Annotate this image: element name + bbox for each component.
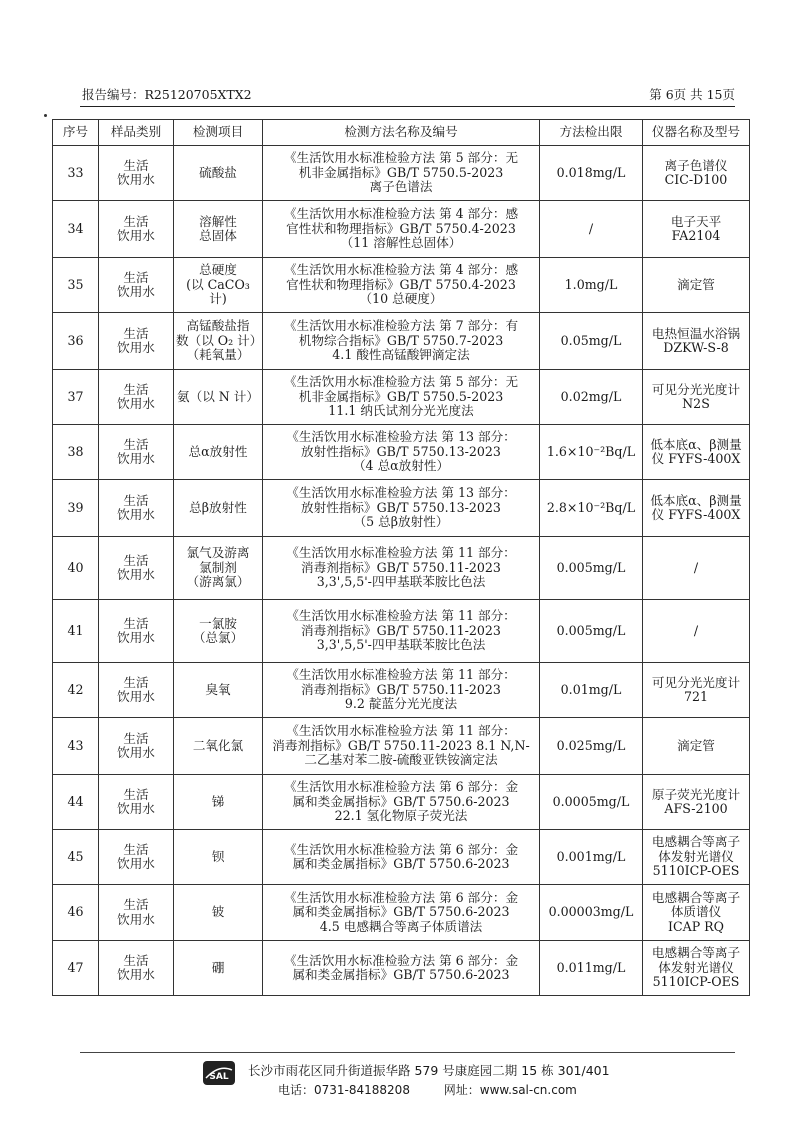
cell-sample-type-line: 饮用水 — [117, 689, 155, 704]
cell-no: 33 — [53, 146, 99, 201]
cell-test-item — [174, 830, 263, 885]
cell-sample-type — [99, 370, 174, 425]
cell-instrument-line: 仪 FYFS-400X — [651, 507, 741, 522]
cell-instrument — [643, 313, 750, 370]
cell-detection-limit: 0.001mg/L — [540, 830, 643, 885]
cell-sample-type — [99, 718, 174, 775]
cell-instrument-line: ICAP RQ — [668, 918, 724, 934]
cell-detection-limit: 0.005mg/L — [540, 600, 643, 663]
cell-test-item-line: (以 CaCO₃ — [186, 276, 250, 292]
cell-instrument-line: 5110ICP-OES — [652, 863, 740, 879]
cell-test-item-line: 计) — [209, 291, 227, 307]
cell-test-item-line: 氯气及游离 — [186, 545, 250, 561]
cell-test-item-line: 臭氧 — [205, 681, 231, 697]
cell-detection-limit: 0.025mg/L — [540, 718, 643, 775]
cell-instrument — [643, 775, 750, 830]
cell-sample-type — [99, 830, 174, 885]
cell-method — [263, 663, 540, 718]
sal-logo-icon — [202, 1060, 236, 1086]
table-row — [53, 941, 750, 996]
cell-instrument — [643, 258, 750, 313]
cell-method-line: 《生活饮用水标准检验方法 第 6 部分：金 — [283, 952, 519, 968]
cell-no: 44 — [53, 775, 99, 830]
cell-instrument — [643, 201, 750, 258]
cell-sample-type-line: 饮用水 — [117, 228, 155, 243]
table-body — [53, 146, 750, 996]
cell-method-line: 属和类金属指标》GB/T 5750.6-2023 — [292, 793, 510, 809]
cell-method-line: 3,3',5,5'-四甲基联苯胺比色法 — [316, 574, 486, 590]
cell-method — [263, 537, 540, 600]
cell-method-line: 《生活饮用水标准检验方法 第 13 部分： — [286, 485, 516, 501]
cell-sample-type — [99, 258, 174, 313]
cell-instrument-line: 离子色谱仪 — [664, 157, 728, 173]
cell-test-item-line: 钡 — [211, 848, 225, 864]
cell-instrument-line: 可见分光光度计 — [651, 381, 741, 397]
cell-method-line: 《生活饮用水标准检验方法 第 13 部分： — [286, 429, 516, 445]
cell-instrument-line: 原子荧光光度计 — [651, 786, 741, 802]
cell-method-line: 官性状和物理指标》GB/T 5750.4-2023 — [286, 220, 516, 236]
cell-instrument-line: 体质谱仪 — [670, 904, 722, 920]
table-row — [53, 537, 750, 600]
cell-method — [263, 480, 540, 537]
cell-method-line: 《生活饮用水标准检验方法 第 7 部分：有 — [283, 318, 519, 334]
cell-sample-type-line: 生活 — [123, 213, 149, 229]
cell-sample-type-line: 生活 — [123, 552, 149, 568]
cell-no: 42 — [53, 663, 99, 718]
cell-sample-type-line: 生活 — [123, 615, 149, 631]
cell-sample-type-line: 饮用水 — [117, 172, 155, 187]
col-header-instrument: 仪器名称及型号 — [643, 120, 750, 146]
cell-method-line: 《生活饮用水标准检验方法 第 6 部分：金 — [283, 841, 519, 857]
table-row — [53, 258, 750, 313]
cell-sample-type-line: 饮用水 — [117, 856, 155, 871]
cell-sample-type-line: 生活 — [123, 730, 149, 746]
col-header-method: 检测方法名称及编号 — [263, 120, 540, 146]
footer-website: 网址：www.sal-cn.com — [443, 1083, 577, 1097]
cell-sample-type-line: 生活 — [123, 269, 149, 285]
table-row — [53, 480, 750, 537]
cell-test-item-line: 总固体 — [199, 228, 237, 243]
cell-method — [263, 830, 540, 885]
cell-method-line: 《生活饮用水标准检验方法 第 6 部分：金 — [283, 779, 519, 795]
cell-test-item-line: （耗氧量） — [186, 347, 250, 363]
cell-method-line: 9.2 靛蓝分光光度法 — [344, 696, 458, 712]
cell-instrument-line: 低本底α、β测量 — [650, 492, 742, 508]
cell-method-line: 《生活饮用水标准检验方法 第 4 部分：感 — [283, 206, 519, 222]
cell-sample-type — [99, 600, 174, 663]
footer-divider — [80, 1052, 735, 1053]
cell-method-line: （4 总α放射性） — [352, 458, 450, 474]
cell-sample-type — [99, 941, 174, 996]
cell-instrument — [643, 830, 750, 885]
cell-detection-limit: / — [540, 201, 643, 258]
cell-test-item-line: 一氯胺 — [199, 615, 237, 631]
cell-test-item-line: 高锰酸盐指 — [186, 318, 250, 334]
cell-method-line: 二乙基对苯二胺-硫酸亚铁铵滴定法 — [304, 752, 498, 768]
cell-test-item-line: 总硬度 — [199, 262, 237, 278]
cell-method-line: 《生活饮用水标准检验方法 第 4 部分：感 — [283, 262, 519, 278]
cell-method-line: 《生活饮用水标准检验方法 第 5 部分：无 — [283, 150, 519, 166]
cell-sample-type-line: 饮用水 — [117, 911, 155, 927]
cell-sample-type-line: 生活 — [123, 897, 149, 912]
cell-sample-type-line: 饮用水 — [117, 630, 155, 645]
col-header-no: 序号 — [53, 120, 99, 146]
cell-method-line: 离子色谱法 — [369, 179, 433, 195]
cell-sample-type — [99, 425, 174, 480]
cell-detection-limit: 0.02mg/L — [540, 370, 643, 425]
cell-method-line: 机非金属指标》GB/T 5750.5-2023 — [298, 388, 504, 404]
test-method-table — [52, 119, 750, 996]
cell-test-item — [174, 600, 263, 663]
cell-detection-limit: 0.018mg/L — [540, 146, 643, 201]
cell-test-item-line: 数（以 O₂ 计） — [176, 332, 263, 348]
cell-instrument — [643, 941, 750, 996]
cell-method — [263, 600, 540, 663]
cell-method-line: 属和类金属指标》GB/T 5750.6-2023 — [292, 967, 510, 982]
cell-test-item — [174, 537, 263, 600]
cell-test-item-line: 硼 — [211, 959, 225, 975]
cell-no: 37 — [53, 370, 99, 425]
cell-sample-type-line: 生活 — [123, 381, 149, 397]
cell-instrument-line: N2S — [682, 396, 710, 411]
cell-instrument — [643, 146, 750, 201]
cell-detection-limit: 0.005mg/L — [540, 537, 643, 600]
table-row — [53, 775, 750, 830]
cell-instrument-line: / — [693, 622, 699, 638]
cell-no: 36 — [53, 313, 99, 370]
cell-instrument-line: CIC-D100 — [664, 172, 728, 187]
cell-sample-type-line: 饮用水 — [117, 507, 155, 522]
cell-detection-limit: 1.6×10⁻²Bq/L — [540, 425, 643, 480]
cell-instrument-line: 电子天平 — [670, 213, 722, 229]
col-header-detection-limit: 方法检出限 — [540, 120, 643, 146]
cell-instrument-line: 滴定管 — [677, 737, 715, 753]
cell-no: 41 — [53, 600, 99, 663]
cell-method-line: 《生活饮用水标准检验方法 第 11 部分： — [286, 608, 516, 624]
cell-method — [263, 370, 540, 425]
cell-method-line: 22.1 氢化物原子荧光法 — [334, 808, 468, 824]
cell-method — [263, 425, 540, 480]
cell-method-line: 3,3',5,5'-四甲基联苯胺比色法 — [316, 637, 486, 653]
cell-test-item — [174, 775, 263, 830]
cell-no: 38 — [53, 425, 99, 480]
cell-method-line: 消毒剂指标》GB/T 5750.11-2023 — [301, 681, 501, 697]
cell-sample-type-line: 饮用水 — [117, 396, 155, 411]
cell-method — [263, 941, 540, 996]
col-header-test-item: 检测项目 — [174, 120, 263, 146]
cell-method-line: 《生活饮用水标准检验方法 第 11 部分： — [286, 723, 516, 739]
cell-method-line: 《生活饮用水标准检验方法 第 11 部分： — [286, 667, 516, 683]
cell-sample-type-line: 饮用水 — [117, 567, 155, 582]
cell-method — [263, 885, 540, 941]
table-row — [53, 370, 750, 425]
cell-sample-type-line: 饮用水 — [117, 284, 155, 299]
footer-phone: 电话：0731-84188208 — [278, 1083, 410, 1097]
cell-test-item-line: 总α放射性 — [188, 443, 248, 459]
cell-instrument-line: 电感耦合等离子 — [651, 889, 741, 905]
cell-test-item-line: （游离氯） — [186, 574, 250, 590]
cell-instrument-line: 仪 FYFS-400X — [651, 451, 741, 466]
cell-method-line: 消毒剂指标》GB/T 5750.11-2023 — [301, 559, 501, 575]
cell-instrument — [643, 370, 750, 425]
cell-method-line: 消毒剂指标》GB/T 5750.11-2023 — [301, 622, 501, 638]
cell-method-line: （11 溶解性总固体） — [340, 235, 462, 251]
cell-sample-type — [99, 885, 174, 941]
table-row — [53, 718, 750, 775]
cell-instrument — [643, 480, 750, 537]
cell-test-item-line: 硫酸盐 — [199, 164, 237, 180]
cell-instrument-line: 体发射光谱仪 — [658, 959, 734, 975]
cell-test-item — [174, 258, 263, 313]
cell-no: 46 — [53, 885, 99, 941]
cell-method-line: 《生活饮用水标准检验方法 第 11 部分： — [286, 545, 516, 561]
cell-sample-type — [99, 313, 174, 370]
cell-test-item — [174, 663, 263, 718]
table-row — [53, 885, 750, 941]
cell-sample-type-line: 生活 — [123, 674, 149, 690]
cell-sample-type-line: 生活 — [123, 841, 149, 857]
cell-no: 43 — [53, 718, 99, 775]
cell-method — [263, 718, 540, 775]
cell-method-line: 消毒剂指标》GB/T 5750.11-2023 8.1 N,N- — [272, 737, 530, 753]
cell-instrument-line: 电感耦合等离子 — [651, 834, 741, 850]
cell-sample-type-line: 生活 — [123, 786, 149, 802]
cell-method — [263, 146, 540, 201]
cell-test-item — [174, 718, 263, 775]
cell-sample-type — [99, 480, 174, 537]
cell-method-line: 《生活饮用水标准检验方法 第 6 部分：金 — [283, 889, 519, 905]
cell-instrument-line: DZKW-S-8 — [663, 340, 729, 355]
cell-detection-limit: 0.01mg/L — [540, 663, 643, 718]
cell-sample-type — [99, 146, 174, 201]
cell-instrument-line: 可见分光光度计 — [651, 674, 741, 690]
cell-detection-limit: 1.0mg/L — [540, 258, 643, 313]
cell-instrument-line: FA2104 — [671, 228, 721, 243]
table-row — [53, 201, 750, 258]
cell-sample-type-line: 饮用水 — [117, 340, 155, 355]
cell-test-item — [174, 313, 263, 370]
cell-test-item-line: 氨（以 N 计） — [177, 388, 259, 404]
cell-no: 39 — [53, 480, 99, 537]
cell-sample-type-line: 生活 — [123, 157, 149, 173]
cell-detection-limit: 0.0005mg/L — [540, 775, 643, 830]
table-header-row — [53, 120, 750, 146]
cell-sample-type — [99, 775, 174, 830]
cell-instrument — [643, 537, 750, 600]
cell-test-item-line: 氯制剂 — [199, 559, 237, 575]
cell-test-item — [174, 201, 263, 258]
cell-sample-type-line: 饮用水 — [117, 801, 155, 816]
cell-no: 34 — [53, 201, 99, 258]
margin-dot — [44, 114, 47, 117]
table-row — [53, 313, 750, 370]
cell-method-line: 11.1 纳氏试剂分光光度法 — [328, 403, 474, 419]
col-header-sample-type: 样品类别 — [99, 120, 174, 146]
cell-test-item — [174, 480, 263, 537]
cell-test-item-line: （总氯） — [192, 630, 244, 645]
cell-method-line: （10 总硬度） — [359, 291, 443, 307]
cell-test-item — [174, 425, 263, 480]
cell-no: 47 — [53, 941, 99, 996]
cell-sample-type-line: 生活 — [123, 952, 149, 968]
cell-instrument — [643, 600, 750, 663]
footer-address: 长沙市雨花区同升街道振华路 579 号康庭园二期 15 栋 301/401 — [248, 1063, 610, 1078]
cell-method — [263, 775, 540, 830]
cell-sample-type — [99, 663, 174, 718]
cell-test-item-line: 铍 — [211, 904, 225, 920]
cell-detection-limit: 0.011mg/L — [540, 941, 643, 996]
logo-text: SAL — [209, 1072, 229, 1082]
cell-method-line: （5 总β放射性） — [353, 514, 449, 530]
page-info: 第 6页 共 15页 — [649, 87, 735, 102]
cell-sample-type — [99, 201, 174, 258]
cell-instrument — [643, 425, 750, 480]
cell-detection-limit: 2.8×10⁻²Bq/L — [540, 480, 643, 537]
cell-sample-type-line: 生活 — [123, 325, 149, 341]
page-header — [80, 84, 735, 107]
cell-method — [263, 201, 540, 258]
cell-instrument-line: 体发射光谱仪 — [658, 848, 734, 864]
cell-sample-type-line: 生活 — [123, 436, 149, 452]
cell-instrument-line: 滴定管 — [677, 276, 715, 292]
cell-detection-limit: 0.05mg/L — [540, 313, 643, 370]
cell-instrument — [643, 663, 750, 718]
table-row — [53, 425, 750, 480]
cell-test-item — [174, 370, 263, 425]
cell-sample-type-line: 饮用水 — [117, 967, 155, 982]
cell-method — [263, 313, 540, 370]
cell-sample-type-line: 饮用水 — [117, 745, 155, 760]
cell-instrument-line: / — [693, 559, 699, 575]
cell-instrument-line: 721 — [683, 689, 709, 704]
cell-no: 45 — [53, 830, 99, 885]
table-row — [53, 830, 750, 885]
cell-test-item — [174, 941, 263, 996]
cell-instrument-line: 电热恒温水浴锅 — [651, 325, 741, 341]
cell-test-item-line: 锑 — [211, 793, 225, 809]
cell-no: 35 — [53, 258, 99, 313]
cell-method-line: 属和类金属指标》GB/T 5750.6-2023 — [292, 856, 510, 871]
cell-sample-type-line: 饮用水 — [117, 451, 155, 466]
cell-instrument-line: 电感耦合等离子 — [651, 945, 741, 961]
cell-method-line: 4.5 电感耦合等离子体质谱法 — [319, 918, 483, 934]
cell-instrument-line: 低本底α、β测量 — [650, 436, 742, 452]
cell-method-line: 放射性指标》GB/T 5750.13-2023 — [301, 499, 501, 515]
cell-test-item — [174, 885, 263, 941]
cell-detection-limit: 0.00003mg/L — [540, 885, 643, 941]
cell-method — [263, 258, 540, 313]
cell-method-line: 4.1 酸性高锰酸钾滴定法 — [332, 347, 470, 363]
cell-instrument-line: AFS-2100 — [664, 801, 728, 816]
cell-no: 40 — [53, 537, 99, 600]
cell-method-line: 官性状和物理指标》GB/T 5750.4-2023 — [286, 276, 516, 292]
cell-sample-type-line: 生活 — [123, 492, 149, 508]
table-row — [53, 600, 750, 663]
footer-contact — [278, 1081, 607, 1098]
cell-test-item-line: 溶解性 — [199, 213, 237, 229]
cell-instrument — [643, 718, 750, 775]
table-row — [53, 663, 750, 718]
cell-test-item-line: 二氧化氯 — [192, 737, 244, 753]
cell-method-line: 机物综合指标》GB/T 5750.7-2023 — [298, 332, 504, 348]
cell-test-item-line: 总β放射性 — [189, 499, 247, 515]
table-row — [53, 146, 750, 201]
cell-test-item — [174, 146, 263, 201]
cell-method-line: 属和类金属指标》GB/T 5750.6-2023 — [292, 904, 510, 920]
cell-sample-type — [99, 537, 174, 600]
report-number: 报告编号：R25120705XTX2 — [82, 87, 252, 102]
cell-instrument — [643, 885, 750, 941]
cell-method-line: 放射性指标》GB/T 5750.13-2023 — [301, 443, 501, 459]
cell-method-line: 《生活饮用水标准检验方法 第 5 部分：无 — [283, 374, 519, 390]
cell-instrument-line: 5110ICP-OES — [652, 974, 740, 990]
cell-method-line: 机非金属指标》GB/T 5750.5-2023 — [298, 164, 504, 180]
